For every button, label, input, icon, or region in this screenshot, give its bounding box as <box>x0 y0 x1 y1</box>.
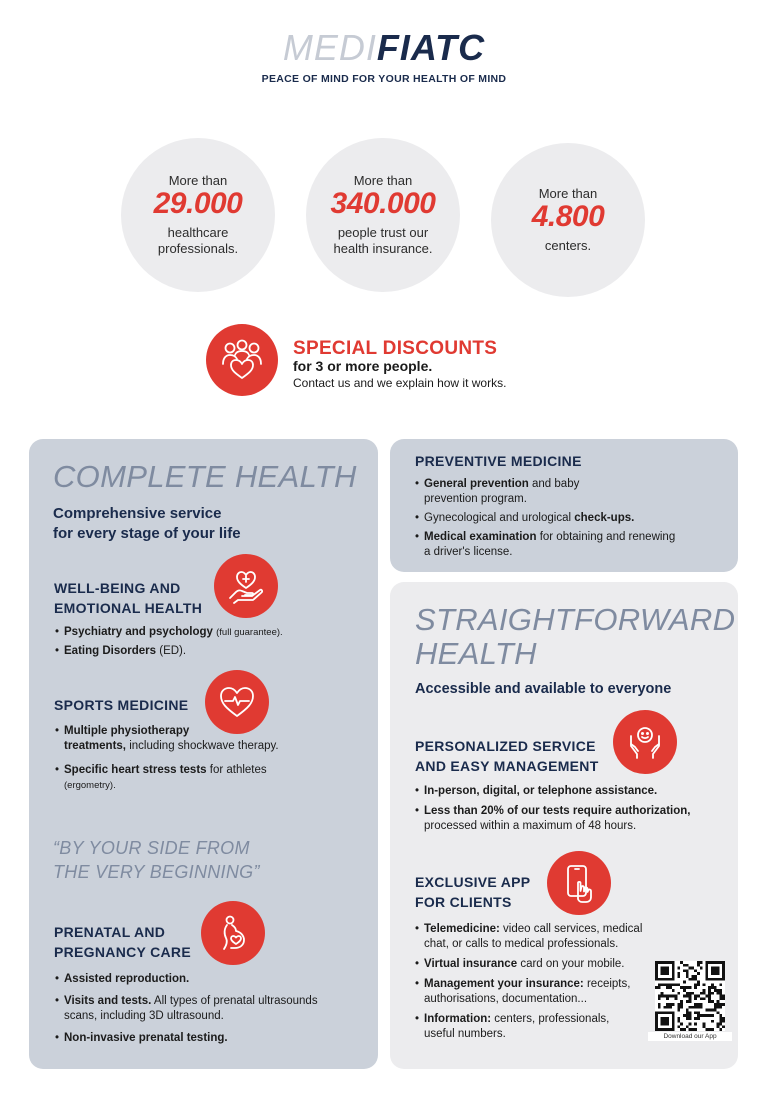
list-item: • Eating Disorders (ED). <box>55 644 365 659</box>
stat-people <box>306 138 460 292</box>
straightforward-title: STRAIGHTFORWARD HEALTH <box>415 602 736 671</box>
stat-pre: More than <box>168 173 228 188</box>
list-item: • Specific heart stress tests for athletes (ergometry). <box>55 763 365 793</box>
phone-touch-icon <box>547 851 611 915</box>
list-item: • Assisted reproduction. <box>55 972 365 987</box>
list-item: • Visits and tests. All types of prenatal ultrasounds scans, including 3D ultrasound. <box>55 994 365 1024</box>
list-item: • Virtual insurance card on your mobile. <box>415 957 665 972</box>
discounts-title: SPECIAL DISCOUNTS <box>293 338 498 359</box>
list-item: • Information: centers, professionals, useful numbers. <box>415 1012 665 1042</box>
stat-post: centers. <box>544 238 592 253</box>
list-item: • Telemedicine: video call services, medical chat, or calls to medical professionals. <box>415 922 665 952</box>
preventive-heading: PREVENTIVE MEDICINE <box>415 453 582 469</box>
list-item: • General prevention and baby prevention program. <box>415 477 730 507</box>
sports-heading: SPORTS MEDICINE <box>54 697 189 713</box>
list-item: • Psychiatry and psychology (full guarantee). <box>55 625 365 640</box>
stat-number: 4.800 <box>531 200 605 233</box>
discounts-subtitle: for 3 or more people. <box>293 358 433 374</box>
stat-number: 29.000 <box>153 187 243 220</box>
personalized-list <box>415 784 733 838</box>
group-heart-icon <box>206 324 278 396</box>
brand-logo <box>0 26 768 70</box>
stat-pre: More than <box>353 173 413 188</box>
app-heading: EXCLUSIVE APP FOR CLIENTS <box>415 874 531 910</box>
app-list <box>415 922 665 1046</box>
logo-part-2: FIATC <box>376 27 486 68</box>
hand-heart-icon <box>214 554 278 618</box>
stat-number: 340.000 <box>330 187 436 220</box>
qr-code[interactable] <box>655 961 725 1031</box>
wellbeing-list <box>55 625 365 663</box>
list-item: • Non-invasive prenatal testing. <box>55 1031 365 1046</box>
preventive-list <box>415 477 730 564</box>
discounts-note: Contact us and we explain how it works. <box>293 376 507 390</box>
wellbeing-heading: WELL-BEING AND EMOTIONAL HEALTH <box>54 580 203 616</box>
stat-pre: More than <box>538 186 598 201</box>
logo-part-1: MEDI <box>282 27 377 68</box>
hands-smile-icon <box>613 710 677 774</box>
complete-health-title: COMPLETE HEALTH <box>53 459 357 494</box>
list-item: • Less than 20% of our tests require authorization, processed within a maximum of 48 hours. <box>415 804 733 834</box>
sports-list <box>55 724 365 797</box>
qr-caption: Download our App <box>648 1032 732 1041</box>
list-item: • Multiple physiotherapy treatments, including shockwave therapy. <box>55 724 365 754</box>
stat-centers <box>491 143 645 297</box>
tagline: PEACE OF MIND FOR YOUR HEALTH OF MIND <box>261 73 507 85</box>
quote-text: “BY YOUR SIDE FROM THE VERY BEGINNING” <box>53 838 260 882</box>
pregnancy-icon <box>201 901 265 965</box>
list-item: • Gynecological and urological check-ups. <box>415 511 730 526</box>
list-item: • Management your insurance: receipts, authorisations, documentation... <box>415 977 665 1007</box>
prenatal-list <box>55 972 365 1050</box>
stat-post: healthcare professionals. <box>157 225 239 256</box>
prenatal-heading: PRENATAL AND PREGNANCY CARE <box>54 924 191 960</box>
list-item: • Medical examination for obtaining and renewing a driver's license. <box>415 530 730 560</box>
stat-professionals <box>121 138 275 292</box>
stat-post: people trust our health insurance. <box>333 225 433 256</box>
straightforward-subtitle: Accessible and available to everyone <box>415 681 672 697</box>
personalized-heading: PERSONALIZED SERVICE AND EASY MANAGEMENT <box>415 738 599 774</box>
complete-health-subtitle: Comprehensive service for every stage of your life <box>53 505 241 542</box>
list-item: • In-person, digital, or telephone assistance. <box>415 784 733 799</box>
